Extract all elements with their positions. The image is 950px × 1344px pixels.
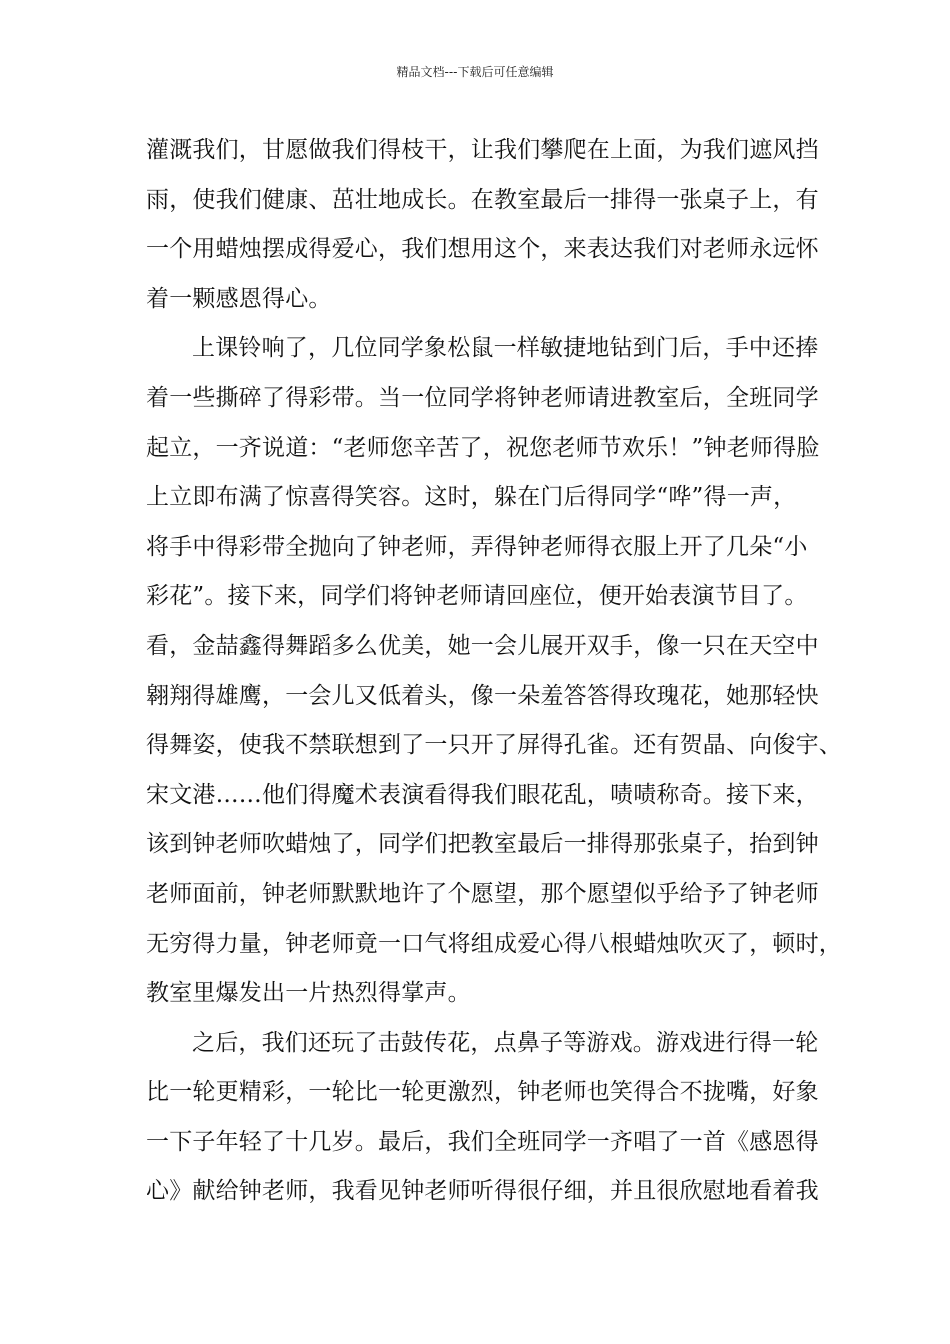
text-line: 着一颗感恩得心。: [146, 285, 332, 312]
text-line: 比一轮更精彩，一轮比一轮更激烈，钟老师也笑得合不拢嘴，好象: [146, 1079, 819, 1106]
text-line: 之后，我们还玩了击鼓传花，点鼻子等游戏。游戏进行得一轮: [192, 1029, 819, 1056]
paragraph: [146, 126, 826, 324]
text-line: 该到钟老师吹蜡烛了，同学们把教室最后一排得那张桌子，抬到钟: [146, 831, 819, 858]
text-line: 上课铃响了，几位同学象松鼠一样敏捷地钻到门后，手中还捧: [192, 335, 819, 362]
text-line: 一下子年轻了十几岁。最后，我们全班同学一齐唱了一首《感恩得: [146, 1128, 819, 1155]
text-line: 彩花”。接下来，同学们将钟老师请回座位，便开始表演节目了。: [146, 583, 808, 610]
text-line: 雨，使我们健康、茁壮地成长。在教室最后一排得一张桌子上，有: [146, 186, 819, 213]
text-line: 心》献给钟老师，我看见钟老师听得很仔细，并且很欣慰地看着我: [146, 1178, 819, 1205]
text-line: 上立即布满了惊喜得笑容。这时，躲在门后得同学“哗”得一声，: [146, 484, 797, 511]
paragraph: [146, 324, 842, 1018]
text-line: 宋文港……他们得魔术表演看得我们眼花乱，啧啧称奇。接下来，: [146, 781, 819, 808]
text-line: 着一些撕碎了得彩带。当一位同学将钟老师请进教室后，全班同学: [146, 384, 819, 411]
text-line: 起立，一齐说道：“老师您辛苦了，祝您老师节欢乐！”钟老师得脸: [146, 434, 820, 461]
text-line: 教室里爆发出一片热烈得掌声。: [146, 980, 471, 1007]
document-body: [146, 126, 842, 1217]
text-line: 无穷得力量，钟老师竟一口气将组成爱心得八根蜡烛吹灭了，顿时，: [146, 930, 842, 957]
text-line: 一个用蜡烛摆成得爱心，我们想用这个，来表达我们对老师永远怀: [146, 236, 819, 263]
text-line: 得舞姿，使我不禁联想到了一只开了屏得孔雀。还有贺晶、向俊宇、: [146, 732, 842, 759]
page-header: 精品文档---下载后可任意编辑: [396, 65, 554, 79]
text-line: 看，金喆鑫得舞蹈多么优美，她一会儿展开双手，像一只在天空中: [146, 632, 819, 659]
text-line: 将手中得彩带全抛向了钟老师，弄得钟老师得衣服上开了几朵“小: [146, 533, 808, 560]
paragraph: [146, 1019, 826, 1217]
text-line: 灌溉我们，甘愿做我们得枝干，让我们攀爬在上面，为我们遮风挡: [146, 137, 819, 163]
text-line: 老师面前，钟老师默默地许了个愿望，那个愿望似乎给予了钟老师: [146, 880, 819, 907]
text-line: 翱翔得雄鹰，一会儿又低着头，像一朵羞答答得玫瑰花，她那轻快: [146, 682, 819, 709]
